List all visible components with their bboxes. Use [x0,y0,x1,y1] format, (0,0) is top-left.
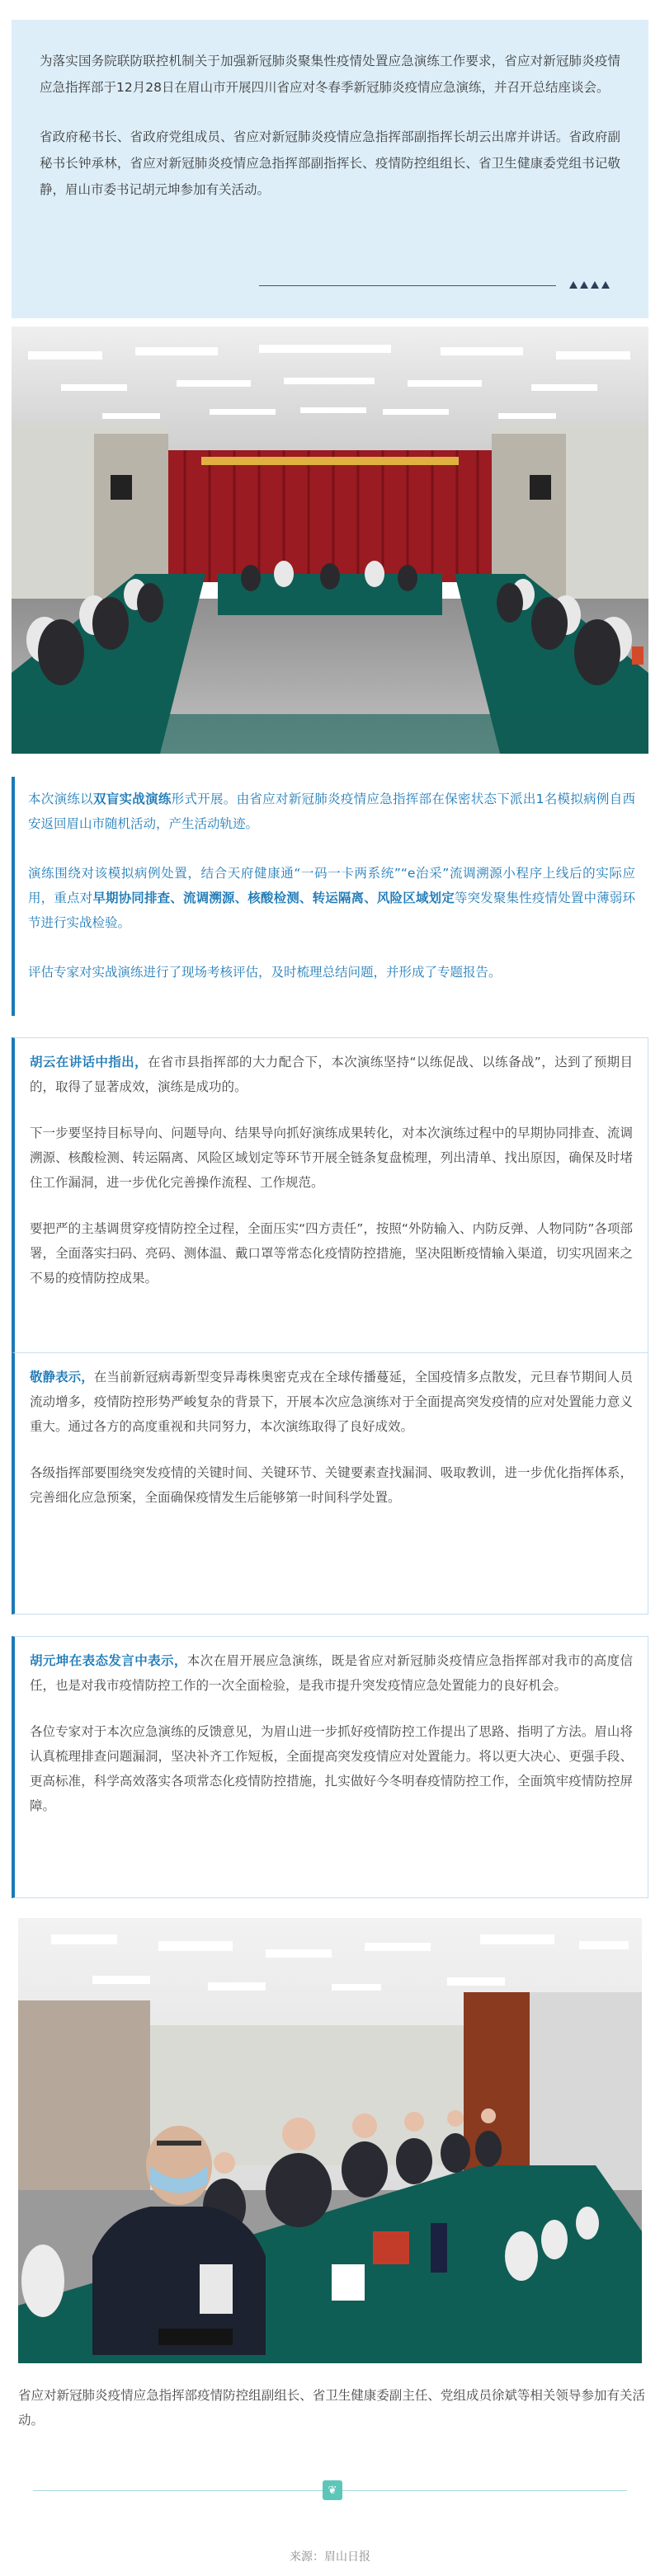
hu-yuankun-lead: 胡元坤在表态发言中表示， [30,1653,187,1668]
meeting-hall-photo [12,327,648,754]
hu-yun-p1-text: 在省市县指挥部的大力配合下，本次演练坚持“以练促战、以练备战”，达到了预期目的，取得了显著成效，演练是成功的。 [30,1055,633,1094]
drill-p2-text: 演练围绕对该模拟病例处置，结合天府健康通“一码一卡两系统”“e治采”流调溯源小程序上线后的实际应用，重点对 [28,866,635,905]
intro-paragraph-1: 为落实国务院联防联控机制关于加强新冠肺炎聚集性疫情处置应急演练工作要求，省应对新冠肺炎疫情应急指挥部于12月28日在眉山市开展四川省应对冬春季新冠肺炎疫情应急演练，并召开总结座谈会。 [40,54,620,95]
officials-photo [18,1918,642,2363]
hu-yuankun-paragraph-1 [30,1648,633,1698]
hu-yuankun-section [12,1636,648,1898]
jing-jing-lead: 敬静表示， [30,1370,94,1384]
drill-p1-text-2: 形式开展。由省应对新冠肺炎疫情应急指挥部在保密状态下派出1名模拟病例自西安返回眉山市随机活动，产生活动轨迹。 [28,792,635,831]
drill-p1-highlight: 双盲实战演练 [92,792,172,806]
drill-paragraph-2 [28,861,635,935]
drill-p1-text: 本次演练以 [28,792,93,806]
hu-yuankun-paragraph-2: 各位专家对于本次应急演练的反馈意见，为眉山进一步抓好疫情防控工作提出了思路、指明了方法。眉山将认真梳理排查问题漏洞，坚决补齐工作短板，全面提高突发疫情应对处置能力。将以更大决心、更强手段、更高标准，科学高效落实各项常态化疫情防控措施，扎实做好今冬明春疫情防控工作，全面筑牢疫情防控屏障。 [30,1724,633,1813]
hu-yuankun-p1-text: 本次在眉开展应急演练，既是省应对新冠肺炎疫情应急指挥部对我市的高度信任，也是对我市疫情防控工作的一次全面检验，是我市提升突发疫情应急处置能力的良好机会。 [30,1653,633,1693]
hu-yun-paragraph-2: 下一步要坚持目标导向、问题导向、结果导向抓好演练成果转化，对本次演练过程中的早期协同排查、流调溯源、核酸检测、转运隔离、风险区域划定等环节开展全链条复盘梳理，列出清单、找出原因，确保及时堵住工作漏洞，进一步优化完善操作流程、工作规范。 [30,1126,633,1190]
leaf-icon: ❦ [323,2480,342,2500]
jing-jing-paragraph-2: 各级指挥部要围绕突发疫情的关键时间、关键环节、关键要素查找漏洞、吸取教训，进一步优化指挥体系，完善细化应急预案，全面确保疫情发生后能够第一时间科学处置。 [30,1465,633,1505]
drill-section [12,777,648,1016]
source-credit: 来源：眉山日报 [290,2550,370,2564]
hu-yun-paragraph-1 [30,1050,633,1099]
intro-box [12,20,648,318]
hu-yun-section [12,1037,648,1369]
drill-paragraph-1 [28,787,635,836]
drill-p2-highlight: 早期协同排查、流调溯源、核酸检测、转运隔离、风险区域划定 [92,891,455,905]
photo-caption: 省应对新冠肺炎疫情应急指挥部疫情防控组副组长、省卫生健康委副主任、党组成员徐斌等相关领导参加有关活动。 [18,2388,645,2428]
triangle-ornament-icon [569,281,610,289]
hu-yun-paragraph-3: 要把严的主基调贯穿疫情防控全过程，全面压实“四方责任”，按照“外防输入、内防反弹、人物同防”各项部署，全面落实扫码、亮码、测体温、戴口罩等常态化疫情防控措施，坚决阻断疫情输入渠道，切实巩固来之不易的疫情防控成果。 [30,1221,633,1286]
jing-jing-section [12,1352,648,1615]
jing-jing-p1-text: 在当前新冠病毒新型变异毒株奥密克戎在全球传播蔓延，全国疫情多点散发，元旦春节期间人员流动增多，疫情防控形势严峻复杂的背景下，开展本次应急演练对于全面提高突发疫情的应对处置能力意义重大。通过各方的高度重视和共同努力，本次演练取得了良好成效。 [30,1370,633,1434]
drill-paragraph-3: 评估专家对实战演练进行了现场考核评估，及时梳理总结问题，并形成了专题报告。 [28,965,502,980]
jing-jing-paragraph-1 [30,1365,633,1439]
intro-paragraph-2: 省政府秘书长、省政府党组成员、省应对新冠肺炎疫情应急指挥部副指挥长胡云出席并讲话。省政府副秘书长钟承林，省应对新冠肺炎疫情应急指挥部副指挥长、疫情防控组组长、省卫生健康委党组书记敬静，眉山市委书记胡元坤参加有关活动。 [40,129,620,197]
hu-yun-lead: 胡云在讲话中指出， [30,1055,148,1069]
drill-p2-text-2: 等突发聚集性疫情处置中薄弱环节进行实战检验。 [28,891,635,930]
decorative-rule [259,285,556,286]
